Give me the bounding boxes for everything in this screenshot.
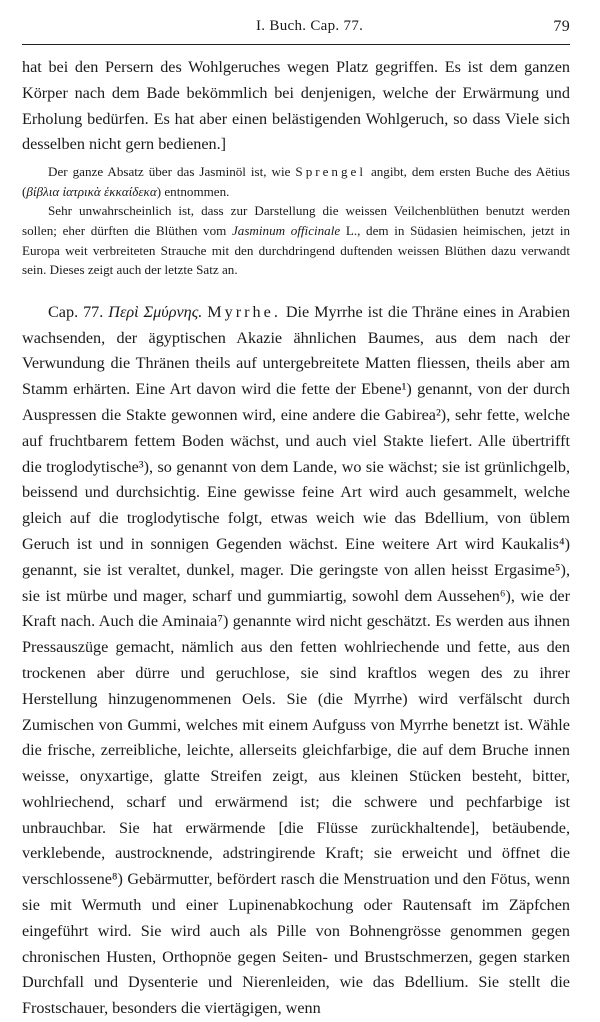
note1-greek-title: βίβλια ἰατρικὰ ἑκκαίδεκα <box>26 183 157 199</box>
note2-species-name: Jasminum officinale <box>231 222 341 238</box>
note1-text-end: ) entnommen. <box>156 183 230 199</box>
chapter-number: Cap. 77. <box>48 302 104 321</box>
running-head <box>22 14 570 40</box>
page-number: 79 <box>553 18 570 35</box>
commentary-notes <box>22 162 570 280</box>
intro-paragraph: hat bei den Persern des Wohlgeruches wegen Platz gegriffen. Es ist dem ganzen Körper nach dem Bade bekömmlich bei denjenigen, welche der Erwärmung und Erholung bedürfen. Es hat aber einen belästigenden Wohlgeruch, so dass Viele sich desselben nicht gern bedienen.] <box>22 58 570 154</box>
note2-text-start: Sehr unwahrscheinlich ist, dass zur Darstellung die weissen Veilchenblüthen benutzt werden sollen; eher dürften die Blüthen vom <box>22 203 570 238</box>
chapter-text: Die Myrrhe ist die Thräne eines in Arabien wachsenden, der ägyptischen Akazie ähnlichen Baumes, aus dem nach der Verwundung die Thränen theils auf untergebreitete Matten fliessen, theils aber am Stamm erhärten. Eine Art davon wird die fette der Ebene¹) genannt, von der durch Auspressen die Stakte gewonnen wird, eine andere die Gabirea²), sehr fette, welche auf fruchtbarem fettem Boden wächst, und auch viel Stakte liefert. Alle übertrifft die troglodytische³), so genannt von dem Lande, wo sie wächst; sie ist grünlichgelb, beissend und durchsichtig. Eine gewisse feine Art wird auch gesammelt, welche gleich auf die troglodytische folgt, etwas weich wie das Bdellium, von üblem Geruch ist und in sonnigen Gegenden wächst. Eine weitere Art wird Kaukalis⁴) genannt, sie ist veraltet, dunkel, mager. Die geringste von allen heisst Ergasime⁵), sie ist mürbe und mager, scharf und gummiartig, sowohl dem Aussehen⁶), wie der Kraft nach. Auch die Aminaia⁷) genannte wird nicht geschätzt. Es werden aus ihnen Pressauszüge gemacht, nämlich aus den fetten wohlriechende und fette, aus den trockenen aber dürre und geruchlose, sie sind kraftlos wegen des zu ihrer Herstellung hinzugenommenen Oels. Sie (die Myrrhe) wird verfälscht durch Zumischen von Gummi, welches mit einem Aufguss von Myrrhe benetzt ist. Wähle die frische, zerreibliche, leichte, allerseits gleichfarbige, die auf dem Bruche innen weisse, onyxartige, glatte Streifen zeigt, aus kleinen Stücken besteht, bitter, wohlriechend, scharf und erwärmend ist; die schwere und pechfarbige ist unbrauchbar. Sie hat erwärmende [die Flüsse zurückhaltende], betäubende, verklebende, austrocknende, adstringirende Kraft; sie erweicht und öffnet die verschlossene⁸) Gebärmutter, befördert rasch die Menstruation und den Fötus, wenn sie mit Wermuth und einer Lupinenabkochung oder Rautensaft im Zäpfchen eingeführt wird. Sie wird auch als Pille von Bohnengrösse genommen gegen chronischen Husten, Orthopnöe gegen Seiten- und Brustschmerzen, gegen starken Durchfall und Dysenterie und Nierenleiden, wie das Bdellium. Sie stellt die Frostschauer, besonders die viertägigen, wenn <box>22 302 571 1018</box>
chapter-77-paragraph <box>22 300 570 1022</box>
chapter-title: Myrrhe. <box>207 302 281 321</box>
note1-text-start: Der ganze Absatz über das Jasminöl ist, wie <box>48 164 296 180</box>
commentary-note-2 <box>22 201 570 279</box>
chapter-greek-title: Περὶ Σμύρνης. <box>108 302 203 321</box>
header-rule <box>22 44 570 45</box>
note1-author: Sprengel <box>295 164 366 180</box>
running-head-title: I. Buch. Cap. 77. <box>256 18 364 34</box>
note2-text-end: L., dem in Südasien heimischen, jetzt in Europa weit verbreiteten Strauche mit den durchdringend duftenden weissen Blüthen dazu verwandt sein. Dieses zeigt auch der letzte Satz an. <box>22 222 570 278</box>
note1-text-mid: angibt, dem ersten Buche des Aëtius ( <box>22 164 570 199</box>
commentary-note-1 <box>22 162 570 201</box>
